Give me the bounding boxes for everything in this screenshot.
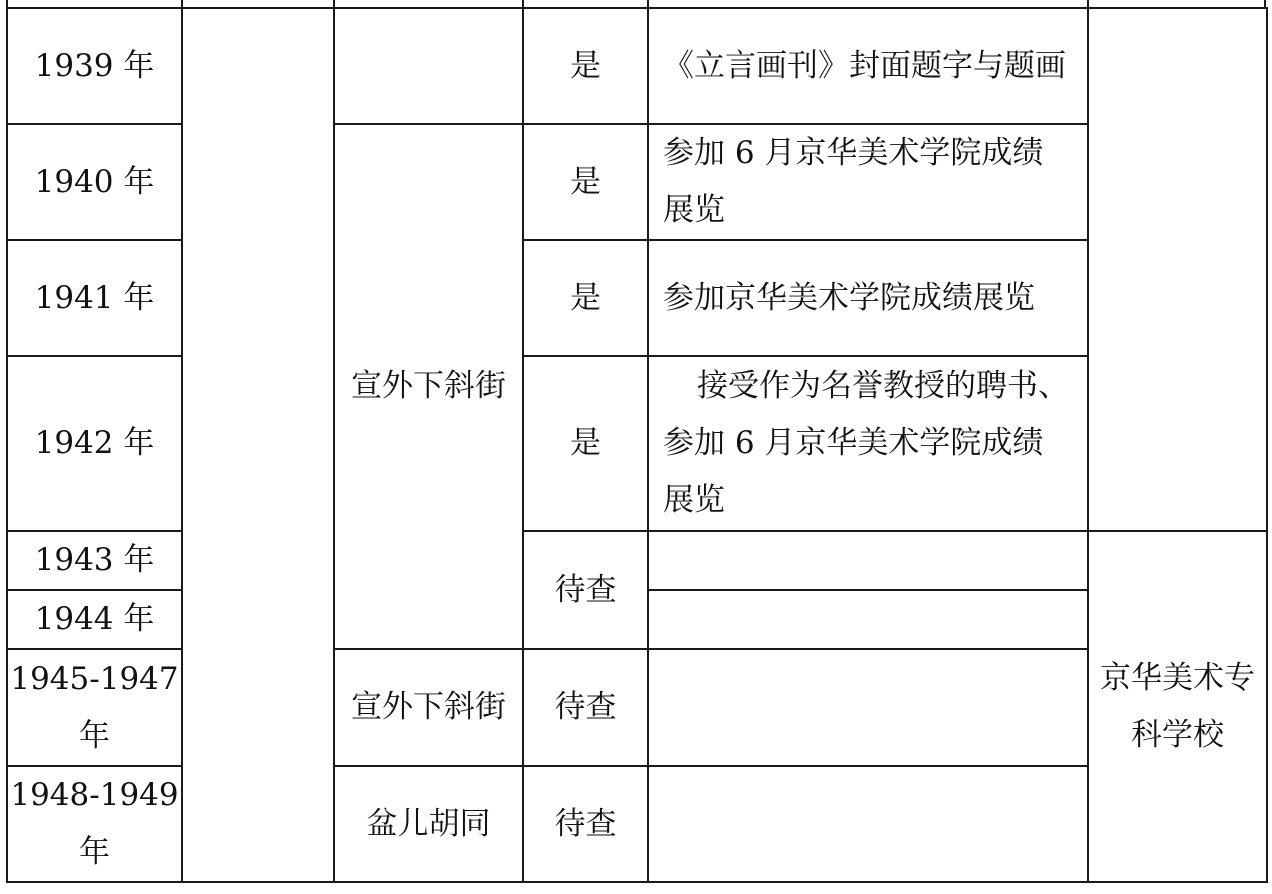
year-cell: 1944 年: [7, 590, 182, 649]
year-cell: 1945-1947 年: [7, 649, 182, 766]
event-cell: 参加京华美术学院成绩展览: [648, 240, 1088, 356]
chronology-table: [6, 7, 1268, 883]
status-cell: 待查: [523, 531, 648, 649]
table-row: [7, 8, 1267, 124]
status-cell: 是: [523, 8, 648, 124]
event-cell: [648, 590, 1088, 649]
institution-cell-upper: [1088, 8, 1267, 531]
year-cell: 1943 年: [7, 531, 182, 590]
status-cell: 是: [523, 240, 648, 356]
event-cell: 接受作为名誉教授的聘书、参加 6 月京华美术学院成绩展览: [648, 356, 1088, 531]
empty-column-cell: [182, 8, 334, 882]
year-cell: 1941 年: [7, 240, 182, 356]
event-cell: [648, 531, 1088, 590]
address-cell: [334, 8, 523, 124]
address-cell: 宣外下斜街: [334, 124, 523, 649]
status-cell: 是: [523, 356, 648, 531]
institution-cell: 京华美术专科学校: [1088, 531, 1267, 882]
address-cell: 盆儿胡同: [334, 766, 523, 882]
status-cell: 待查: [523, 766, 648, 882]
year-cell: 1939 年: [7, 8, 182, 124]
event-cell: [648, 766, 1088, 882]
event-cell: 《立言画刊》封面题字与题画: [648, 8, 1088, 124]
event-cell: 参加 6 月京华美术学院成绩展览: [648, 124, 1088, 240]
event-cell: [648, 649, 1088, 766]
status-cell: 是: [523, 124, 648, 240]
address-cell: 宣外下斜街: [334, 649, 523, 766]
status-cell: 待查: [523, 649, 648, 766]
year-cell: 1942 年: [7, 356, 182, 531]
year-cell: 1940 年: [7, 124, 182, 240]
year-cell: 1948-1949 年: [7, 766, 182, 882]
